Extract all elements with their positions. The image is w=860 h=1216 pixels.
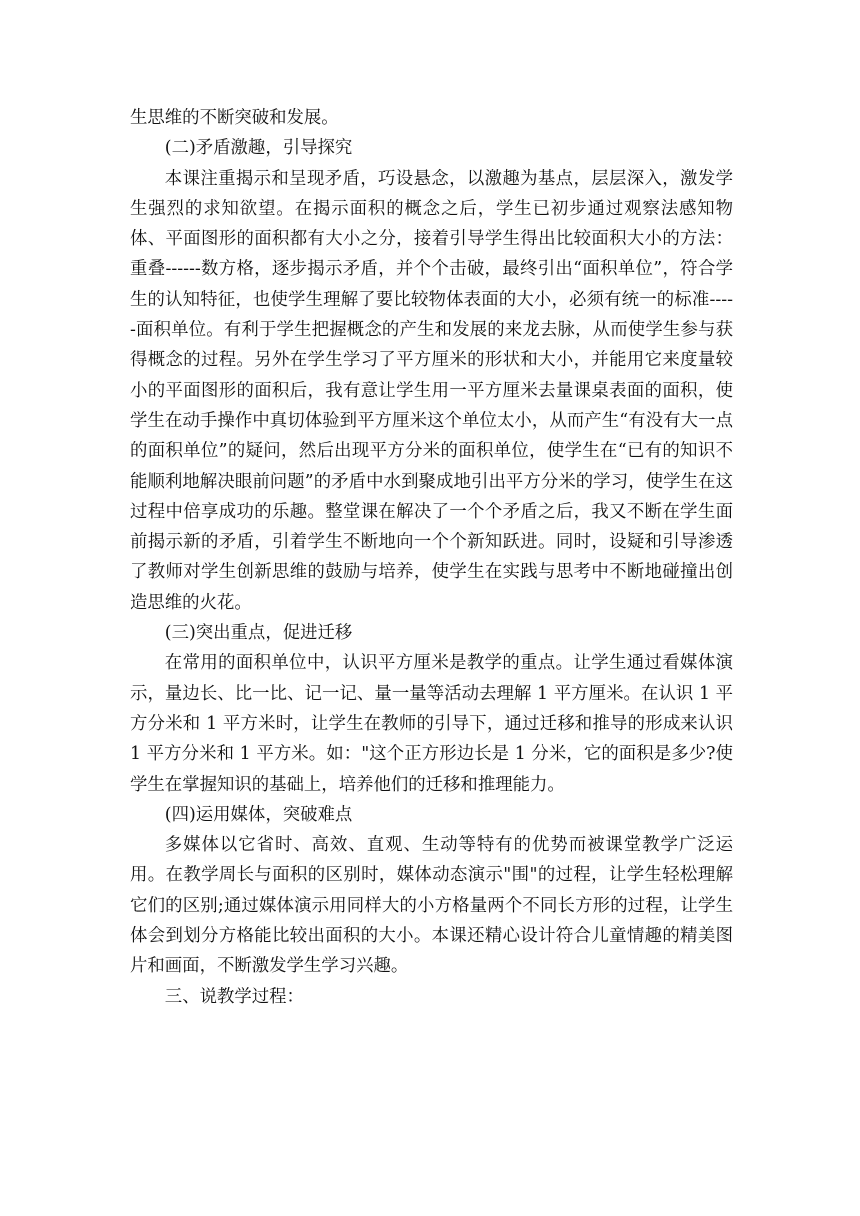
paragraph-continuation: 生思维的不断突破和发展。 <box>130 108 339 128</box>
section-heading-4: (四)运用媒体，突破难点 <box>164 804 353 825</box>
paragraph-key-points: 在常用的面积单位中，认识平方厘米是教学的重点。让学生通过看媒体演示，量边长、比一比、记一记、量一量等活动去理解 1 平方厘米。在认识 1 平方分米和 1 平方米时，让学生在教师的引导下，通过迁移和推导的形成来认识 1 平方分米和 1 平方米。如："这个正方形边长是 1 分米，它的面积是多少?使学生在掌握知识的基础上，培养他们的迁移和推理能力。 <box>130 653 733 795</box>
paragraph-media: 多媒体以它省时、高效、直观、生动等特有的优势而被课堂教学广泛运用。在教学周长与面积的区别时，媒体动态演示"围"的过程，让学生轻松理解它们的区别;通过媒体演示用同样大的小方格量两个不同长方形的过程，让学生体会到划分方格能比较出面积的大小。本课还精心设计符合儿童情趣的精美图片和画面，不断激发学生学习兴趣。 <box>130 835 733 977</box>
document-body <box>130 103 733 1012</box>
section-heading-3: (三)突出重点，促进迁移 <box>164 623 353 644</box>
paragraph-contradiction: 本课注重揭示和呈现矛盾，巧设悬念，以激趣为基点，层层深入，激发学生强烈的求知欲望。在揭示面积的概念之后，学生已初步通过观察法感知物体、平面图形的面积都有大小之分，接着引导学生得出比较面积大小的方法：重叠------数方格，逐步揭示矛盾，并个个击破，最终引出“面积单位”，符合学生的认知特征，也使学生理解了要比较物体表面的大小，必须有统一的标准-----面积单位。有利于学生把握概念的产生和发展的来龙去脉，从而使学生参与获得概念的过程。另外在学生学习了平方厘米的形状和大小，并能用它来度量较小的平面图形的面积后，我有意让学生用一平方厘米去量课桌表面的面积，使学生在动手操作中真切体验到平方厘米这个单位太小，从而产生“有没有大一点的面积单位”的疑问，然后出现平方分米的面积单位，使学生在“已有的知识不能顺利地解决眼前问题”的矛盾中水到聚成地引出平方分米的学习，使学生在这过程中倍享成功的乐趣。整堂课在解决了一个个矛盾之后，我又不断在学生面前揭示新的矛盾，引着学生不断地向一个个新知跃进。同时，设疑和引导渗透了教师对学生创新思维的鼓励与培养，使学生在实践与思考中不断地碰撞出创造思维的火花。 <box>130 168 733 613</box>
section-heading-2: (二)矛盾激趣，引导探究 <box>164 138 353 159</box>
section-heading-teaching-process: 三、说教学过程： <box>164 986 304 1007</box>
